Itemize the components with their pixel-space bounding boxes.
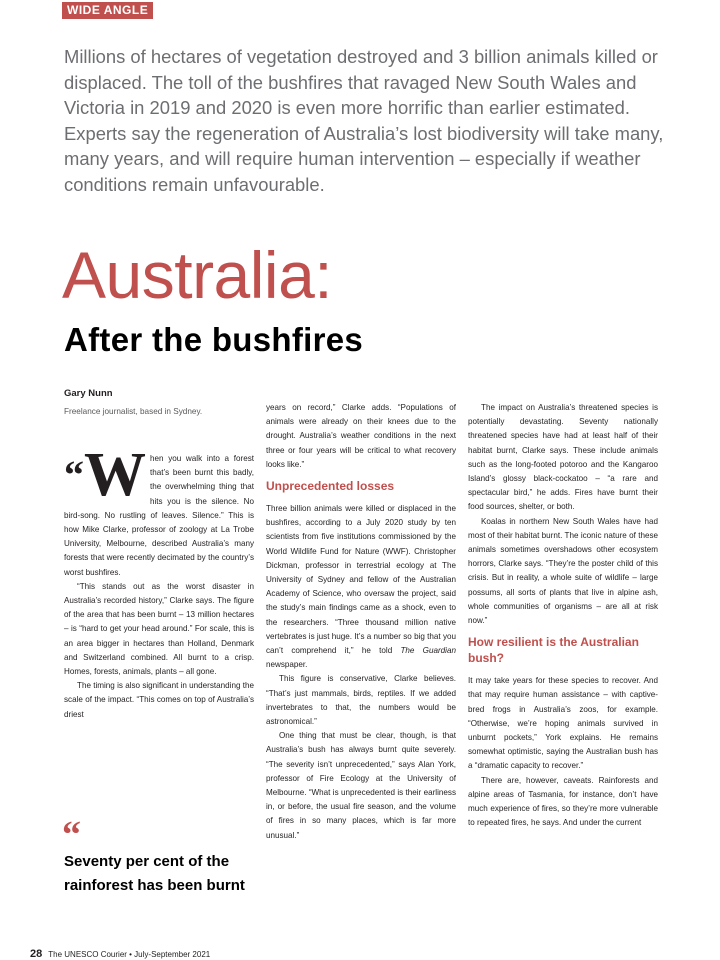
page-number: 28: [30, 948, 43, 960]
page-subtitle: After the bushfires: [64, 321, 364, 358]
pullquote-text: Seventy per cent of the rainforest has been burnt: [64, 853, 245, 894]
section-heading: Unprecedented losses: [266, 479, 395, 494]
article-column-2: [266, 401, 456, 843]
paragraph-text: newspaper.: [266, 660, 308, 670]
pullquote-mark: “: [62, 814, 81, 856]
paragraph: This figure is conservative, Clarke believes. “That’s just mammals, birds, reptiles. If we added invertebrates to that, the numbers would be astronomical.”: [266, 674, 456, 727]
paragraph: years on record,” Clarke adds. “Populations of animals were already on their knees due to the drought. Australia’s weather conditions in the next three or four years will be critical to what recovery looks like.”: [266, 403, 456, 469]
intro-standfirst: Millions of hectares of vegetation destroyed and 3 billion animals killed or displaced. The toll of the bushfires that ravaged New South Wales and Victoria in 2019 and 2020 is even more horrific than earlier estimated. Experts say the regeneration of Australia’s lost biodiversity will take many, many years, and will require human intervention – especially if weather conditions remain unfavourable.: [64, 46, 664, 195]
paragraph-text: Three billion animals were killed or displaced in the bushfires, according to a July 2020 study by ten scientists from five institutions commissioned by the World Wildlife Fund for Nature (WWF). Christopher Dickman, professor in terrestrial ecology at The University of Sydney and fellow of the Australian Academy of Science, who oversaw the project, said the study’s main findings came as a shock, even to the researchers. “Three thousand million native vertebrates is just huge. It’s a number so big that you can’t comprehend it,” he told: [266, 504, 456, 656]
paragraph: The timing is also significant in understanding the scale of the impact. “This comes on top of Australia’s driest: [64, 681, 254, 719]
paragraph: Koalas in northern New South Wales have had most of their habitat burnt. The iconic nature of these animals sometimes overshadows other ecosystem horrors, Clarke says. “They’re the poster child of this crisis. But in reality, a whole suite of wildlife – large possums, all sorts of plants that live in alpine ash, whole communities of organisms – are all at risk now.”: [468, 516, 658, 626]
source-citation: The Guardian: [400, 646, 456, 656]
paragraph: “This stands out as the worst disaster in Australia’s recorded history,” Clarke says. The figure of the area that has been burnt – 13 million hectares – is “hard to get your head around.” For scale, this is an area bigger in hectares than Holland, Denmark and Switzerland combined. All burnt to a crisp. Homes, forests, animals, plants – all gone.: [64, 581, 254, 677]
publication-name: The UNESCO Courier • July-September 2021: [48, 950, 211, 959]
article-column-3: [468, 401, 658, 830]
paragraph: The impact on Australia’s threatened species is potentially devastating. Seventy nationally threatened species have had at least half of their habitat burnt, Clarke says. These include animals such as the long-footed potoroo and the Kangaroo Island’s glossy black-cockatoo – “a rare and spectacular bird,” he adds. Fires have burnt their food sources, shelter, or both.: [468, 403, 658, 512]
section-heading: How resilient is the Australian bush?: [468, 635, 639, 666]
opening-quote-mark: “: [64, 452, 84, 497]
page-title: Australia:: [62, 238, 333, 312]
paragraph: One thing that must be clear, though, is that Australia’s bush has always burnt quite severely. “The severity isn’t unprecedented,” says Alan York, professor of Fire Ecology at the University of Melbourne. “What is unprecedented is their earliness in, or before, the usual fire season, and the volume of fires in so many places, which is far more unusual.”: [266, 731, 456, 840]
paragraph-text: hen you walk into a forest that’s been burnt this badly, the overwhelming thing that hits you is the silence. No bird-song. No rustling of leaves. Silence.” This is how Mike Clarke, professor of zoology at La Trobe University, Melbourne, described Australia’s many forests that were recently decimated by the country’s worst bushfires.: [64, 454, 254, 577]
page-footer: [30, 948, 210, 960]
paragraph: It may take years for these species to recover. And that may require human assistance – with captive-bred frogs in Australia’s zoos, for example. “Otherwise, we’re hoping animals survived in unburnt pockets,” York explains. He remains somewhat optimistic, saying the Australian bush has a “dramatic capacity to recover.”: [468, 676, 658, 771]
paragraph: [64, 441, 254, 580]
drop-cap-letter: W: [84, 441, 146, 509]
author-bio: Freelance journalist, based in Sydney.: [64, 407, 203, 416]
drop-cap: [64, 441, 146, 509]
author-name: Gary Nunn: [64, 388, 113, 399]
paragraph: There are, however, caveats. Rainforests and alpine areas of Tasmania, for instance, don’t have much experience of fires, so they’re more vulnerable to repeated fires, he says. And under the current: [468, 775, 658, 828]
article-column-1: [64, 441, 254, 722]
paragraph: [266, 502, 456, 672]
section-tag: WIDE ANGLE: [62, 2, 153, 19]
